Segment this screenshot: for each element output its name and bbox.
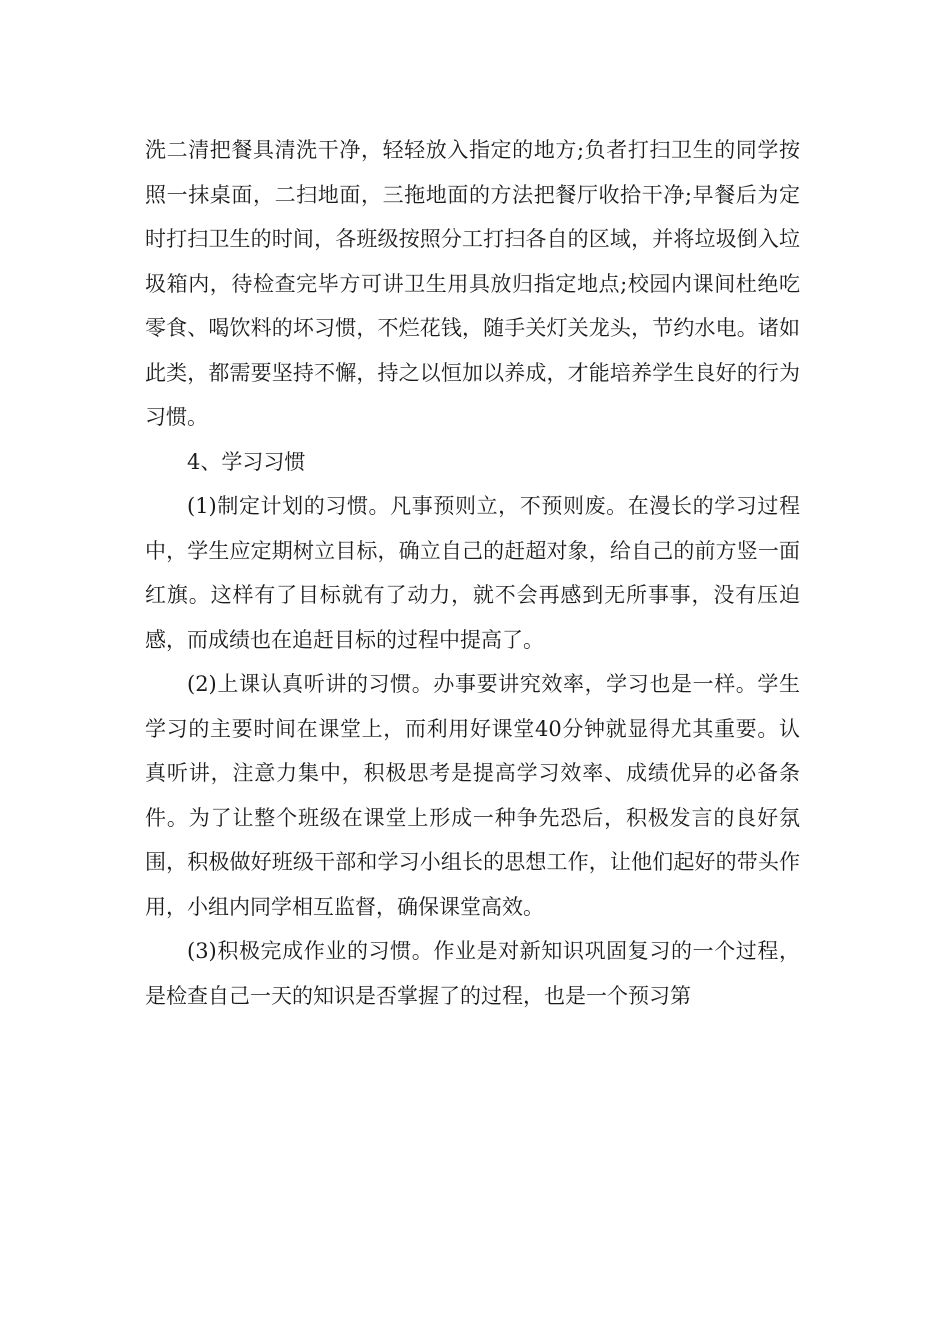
- paragraph-listening-habit: (2)上课认真听讲的习惯。办事要讲究效率，学习也是一样。学生学习的主要时间在课堂上，而利用好课堂40分钟就显得尤其重要。认真听讲，注意力集中，积极思考是提高学习效率、成绩优异的必备条件。为了让整个班级在课堂上形成一种争先恐后，积极发言的良好氛围，积极做好班级干部和学习小组长的思想工作，让他们起好的带头作用，小组内同学相互监督，确保课堂高效。: [145, 672, 800, 919]
- paragraph-planning-habit: (1)制定计划的习惯。凡事预则立，不预则废。在漫长的学习过程中，学生应定期树立目标，确立自己的赶超对象，给自己的前方竖一面红旗。这样有了目标就有了动力，就不会再感到无所事事，没有压迫感，而成绩也在追赶目标的过程中提高了。: [145, 494, 800, 652]
- paragraph-continued: 洗二清把餐具清洗干净，轻轻放入指定的地方;负者打扫卫生的同学按照一抹桌面，二扫地面，三拖地面的方法把餐厅收拾干净;早餐后为定时打扫卫生的时间，各班级按照分工打扫各自的区域，并将垃圾倒入垃圾箱内，待检查完毕方可讲卫生用具放归指定地点;校园内课间杜绝吃零食、喝饮料的坏习惯，不烂花钱，随手关灯关龙头，节约水电。诸如此类，都需要坚持不懈，持之以恒加以养成，才能培养学生良好的行为习惯。: [145, 138, 800, 429]
- paragraph-homework-habit: (3)积极完成作业的习惯。作业是对新知识巩固复习的一个过程，是检查自己一天的知识是否掌握了的过程，也是一个预习第: [145, 939, 800, 1008]
- document-body: [145, 128, 800, 1018]
- section-heading-study-habits: 4、学习习惯: [187, 449, 306, 474]
